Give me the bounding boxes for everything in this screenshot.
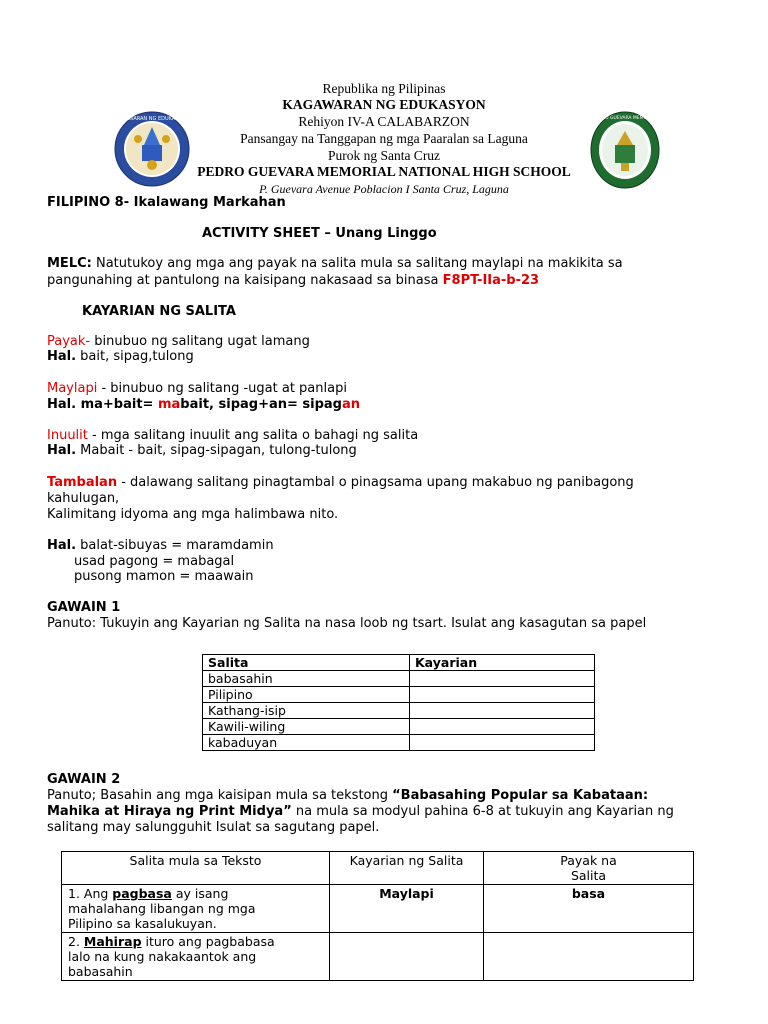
gawain2-instr-line3: salitang may salungguhit Isulat sa sagutang papel. [47, 820, 380, 835]
gawain1-title: GAWAIN 1 [47, 600, 121, 615]
tambalan-term: Tambalan [47, 475, 118, 490]
payak-def: binubuo ng salitang ugat lamang [90, 334, 310, 349]
row2-rest2: lalo na kung nakakaantok ang [68, 949, 257, 964]
header-pansangay: Pansangay na Tanggapan ng mga Paaralan sa Laguna [240, 131, 528, 146]
gawain2-instr-a: Panuto; Basahin ang mga kaisipan mula sa tekstong [47, 788, 393, 803]
inuulit-example [47, 443, 357, 459]
gawain2-instr-d: na mula sa modyul pahina 6-8 at tukuyin ang Kayarian ng [291, 804, 674, 819]
cell-kayarian[interactable] [410, 671, 595, 687]
table-row [203, 735, 595, 751]
maylapi-hal-label: Hal. [47, 397, 77, 412]
header-address: P. Guevara Avenue Poblacion I Santa Cruz, Laguna [259, 182, 509, 196]
maylapi-hal-a: ma+bait= [76, 397, 158, 412]
table-row [62, 885, 694, 933]
gawain2-instr-line1 [47, 788, 648, 804]
maylapi-example [47, 397, 360, 413]
tambalan-hal1: balat-sibuyas = maramdamin [76, 538, 274, 553]
row1-rest2: mahalahang libangan ng mga [68, 901, 256, 916]
table-row [203, 703, 595, 719]
row2-rest1: ituro ang pagbabasa [141, 934, 275, 949]
tambalan-def2: kahulugan, [47, 491, 120, 506]
tambalan-def3: Kalimitang idyoma ang mga halimbawa nito. [47, 507, 339, 522]
gawain2-table [61, 851, 694, 981]
cell-kayarian[interactable]: Maylapi [330, 885, 484, 933]
gawain1-instruction: Panuto: Tukuyin ang Kayarian ng Salita na nasa loob ng tsart. Isulat ang kasagutan sa papel [47, 616, 647, 631]
gawain1-table [202, 654, 595, 751]
payak-hal-label: Hal. [47, 349, 77, 364]
tambalan-hal2: usad pagong = mabagal [74, 554, 235, 569]
melc-line2 [47, 273, 539, 289]
maylapi-hal-b: ma [157, 397, 181, 412]
cell-teksto [62, 933, 330, 981]
section-title: KAYARIAN NG SALITA [82, 304, 236, 319]
tambalan-hal3: pusong mamon = maawain [74, 569, 254, 584]
row1-rest3: Pilipino sa kasalukuyan. [68, 916, 217, 931]
header-school-name: PEDRO GUEVARA MEMORIAL NATIONAL HIGH SCHOOL [197, 164, 571, 179]
tambalan-hal-label: Hal. [47, 538, 77, 553]
gawain2-instr-b: “Babasahing Popular sa Kabataan: [392, 788, 649, 803]
cell-payak[interactable]: basa [484, 885, 694, 933]
header-kagawaran: KAGAWARAN NG EDUKASYON [282, 97, 486, 112]
activity-sheet-title: ACTIVITY SHEET – Unang Linggo [202, 226, 437, 241]
header-salita-teksto: Salita mula sa Teksto [62, 852, 330, 885]
cell-kayarian[interactable] [410, 687, 595, 703]
maylapi-definition [47, 381, 347, 397]
melc-text1: Natutukoy ang mga ang payak na salita mula sa salitang maylapi na makikita sa [95, 256, 623, 271]
payak-definition [47, 334, 310, 350]
cell-salita: Pilipino [203, 687, 410, 703]
melc-code: F8PT-IIa-b-23 [442, 273, 540, 288]
header-purok: Purok ng Santa Cruz [327, 148, 441, 163]
table-row [62, 933, 694, 981]
row2-rest3: babasahin [68, 964, 133, 979]
table-row [203, 687, 595, 703]
maylapi-def: - binubuo ng salitang -ugat at panlapi [97, 381, 347, 396]
maylapi-hal-c: bait, sipag+an= sipag [180, 397, 342, 412]
row1-underlined-word: pagbasa [112, 886, 172, 901]
inuulit-hal: Mabait - bait, sipag-sipagan, tulong-tulong [76, 443, 357, 458]
payak-example [47, 349, 194, 365]
header-payak-salita [484, 852, 694, 885]
maylapi-term: Maylapi [47, 381, 98, 396]
cell-salita: Kathang-isip [203, 703, 410, 719]
header-payak-na: Payak na [560, 853, 617, 868]
payak-term: Payak- [47, 334, 91, 349]
table-row [203, 671, 595, 687]
header-kayarian: Kayarian [410, 655, 595, 671]
cell-kayarian[interactable] [410, 735, 595, 751]
cell-teksto [62, 885, 330, 933]
inuulit-definition [47, 428, 418, 444]
header-kayarian-salita: Kayarian ng Salita [330, 852, 484, 885]
table-header-row [203, 655, 595, 671]
melc-label: MELC: [47, 256, 92, 271]
inuulit-def: - mga salitang inuulit ang salita o bahagi ng salita [87, 428, 419, 443]
melc-line1 [47, 256, 623, 272]
deped-seal-text: KAGAWARAN NG EDUKASYON [115, 116, 189, 122]
table-row [203, 719, 595, 735]
table-header-row [62, 852, 694, 885]
payak-hal: bait, sipag,tulong [76, 349, 194, 364]
inuulit-hal-label: Hal. [47, 443, 77, 458]
inuulit-term: Inuulit [47, 428, 88, 443]
header-republika: Republika ng Pilipinas [322, 81, 446, 96]
tambalan-example [47, 538, 274, 554]
cell-salita: babasahin [203, 671, 410, 687]
gawain2-title: GAWAIN 2 [47, 772, 121, 787]
header-salita: Salita [203, 655, 410, 671]
cell-payak[interactable] [484, 933, 694, 981]
gawain2-instr-c: Mahika at Hiraya ng Print Midya” [47, 804, 292, 819]
subject-title: FILIPINO 8- Ikalawang Markahan [47, 195, 286, 210]
gawain2-instr-line2 [47, 804, 674, 820]
tambalan-def1: - dalawang salitang pinagtambal o pinagsama upang makabuo ng panibagong [117, 475, 634, 490]
cell-salita: Kawili-wiling [203, 719, 410, 735]
row2-prefix: 2. [68, 934, 84, 949]
maylapi-hal-d: an [342, 397, 361, 412]
cell-kayarian[interactable] [410, 719, 595, 735]
school-seal-text: PEDRO GUEVARA MEMORIAL [592, 116, 658, 121]
tambalan-definition [47, 475, 634, 491]
cell-kayarian[interactable] [330, 933, 484, 981]
row2-underlined-word: Mahirap [83, 934, 142, 949]
cell-salita: kabaduyan [203, 735, 410, 751]
row1-prefix: 1. Ang [68, 886, 113, 901]
melc-text2: pangunahing at pantulong na kaisipang nakasaad sa binasa [47, 273, 439, 288]
cell-kayarian[interactable] [410, 703, 595, 719]
header-salita-word: Salita [570, 868, 607, 883]
header-rehiyon: Rehiyon IV-A CALABARZON [298, 114, 470, 129]
row1-rest1: ay isang [171, 886, 229, 901]
